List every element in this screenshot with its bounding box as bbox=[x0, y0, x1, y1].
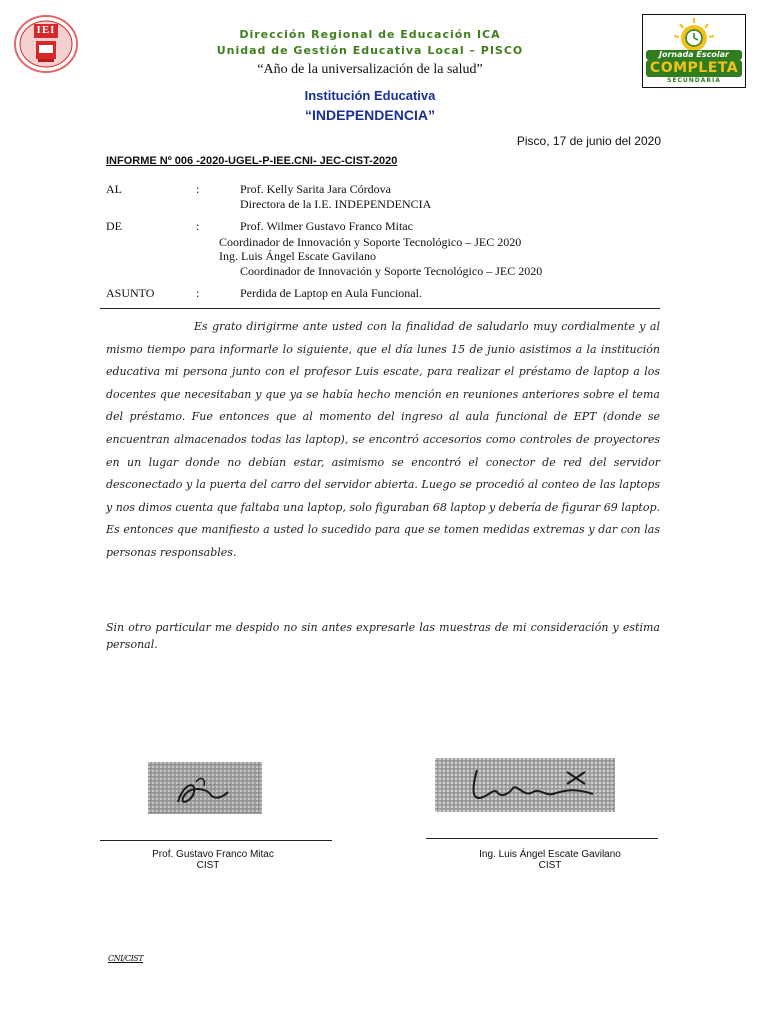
signer-role-1: CIST bbox=[196, 860, 220, 871]
signer-role-2: CIST bbox=[538, 860, 562, 871]
document-date: Pisco, 17 de junio del 2020 bbox=[516, 134, 661, 148]
de-name-1: Prof. Wilmer Gustavo Franco Mitac bbox=[240, 219, 413, 233]
de-name-2: Ing. Luis Ángel Escate Gavilano bbox=[219, 249, 376, 263]
footer-code: CNI/CIST bbox=[108, 954, 144, 963]
institution-logo bbox=[12, 14, 80, 74]
logo-line2: COMPLETA bbox=[649, 60, 739, 76]
institution-label: Institución Educativa bbox=[304, 88, 436, 103]
body-paragraph bbox=[106, 316, 660, 565]
logo-text: IEI bbox=[36, 24, 56, 36]
year-motto: “Año de la universalización de la salud” bbox=[257, 62, 483, 77]
al-position: Directora de la I.E. INDEPENDENCIA bbox=[240, 197, 432, 211]
signer-name-1: Prof. Gustavo Franco Mitac bbox=[152, 849, 274, 860]
report-reference: INFORME Nº 006 -2020-UGEL-P-IEE.CNI- JEC-CIST-2020 bbox=[106, 155, 398, 167]
ugel-name: Unidad de Gestión Educativa Local – PISCO bbox=[216, 44, 524, 57]
de-label: DE bbox=[106, 219, 122, 233]
al-name: Prof. Kelly Sarita Jara Córdova bbox=[240, 182, 391, 196]
al-colon: : bbox=[196, 182, 200, 196]
asunto-value: Perdida de Laptop en Aula Funcional. bbox=[240, 286, 422, 300]
institution-name: “INDEPENDENCIA” bbox=[305, 107, 435, 123]
de-position-2: Coordinador de Innovación y Soporte Tecnológico – JEC 2020 bbox=[240, 264, 543, 278]
jornada-escolar-logo bbox=[642, 14, 746, 88]
closing-paragraph: Sin otro particular me despido no sin antes expresarle las muestras de mi consideración y estima personal. bbox=[106, 621, 660, 651]
de-colon: : bbox=[196, 219, 200, 233]
signature-line-1 bbox=[100, 840, 332, 841]
logo-line1: Jornada Escolar bbox=[659, 50, 729, 59]
signature-image-2 bbox=[435, 758, 615, 812]
asunto-label: ASUNTO bbox=[106, 286, 155, 300]
signer-name-2: Ing. Luis Ángel Escate Gavilano bbox=[479, 849, 621, 860]
al-label: AL bbox=[106, 182, 122, 196]
divider bbox=[100, 308, 660, 309]
signature-image-1 bbox=[148, 762, 262, 814]
logo-line3: SECUNDARIA bbox=[667, 77, 721, 84]
body-text: Es grato dirigirme ante usted con la finalidad de saludarlo muy cordialmente y al mismo tiempo para informarle lo siguiente, que el día lunes 15 de junio asistimos a la institución educativa mi persona junto con el profesor Luis escate, para realizar el préstamo de laptop a los docentes que necesitaban y que ya se había hecho mención en reuniones anteriores sobre el tema del préstamo. Fue entonces que al momento del ingreso al aula funcional de EPT (donde se encuentran almacenados todas las laptop), se encontró accesorios como controles de proyectores en un lugar donde no debían estar, asimismo se encontró el conector de red del servidor desconectado y la puerta del carro del servidor abierta. Luego se procedió al conteo de las laptops y nos dimos cuenta que faltaba una laptop, solo figuraban 68 laptop y debería de figurar 69 laptop. Es entonces que manifiesto a usted lo sucedido para que se tomen medidas extremas y dar con las personas responsables. bbox=[106, 320, 660, 559]
de-position-1: Coordinador de Innovación y Soporte Tecnológico – JEC 2020 bbox=[219, 235, 522, 249]
regional-directorate: Dirección Regional de Educación ICA bbox=[239, 28, 501, 41]
asunto-colon: : bbox=[196, 286, 200, 300]
signature-line-2 bbox=[426, 838, 658, 839]
